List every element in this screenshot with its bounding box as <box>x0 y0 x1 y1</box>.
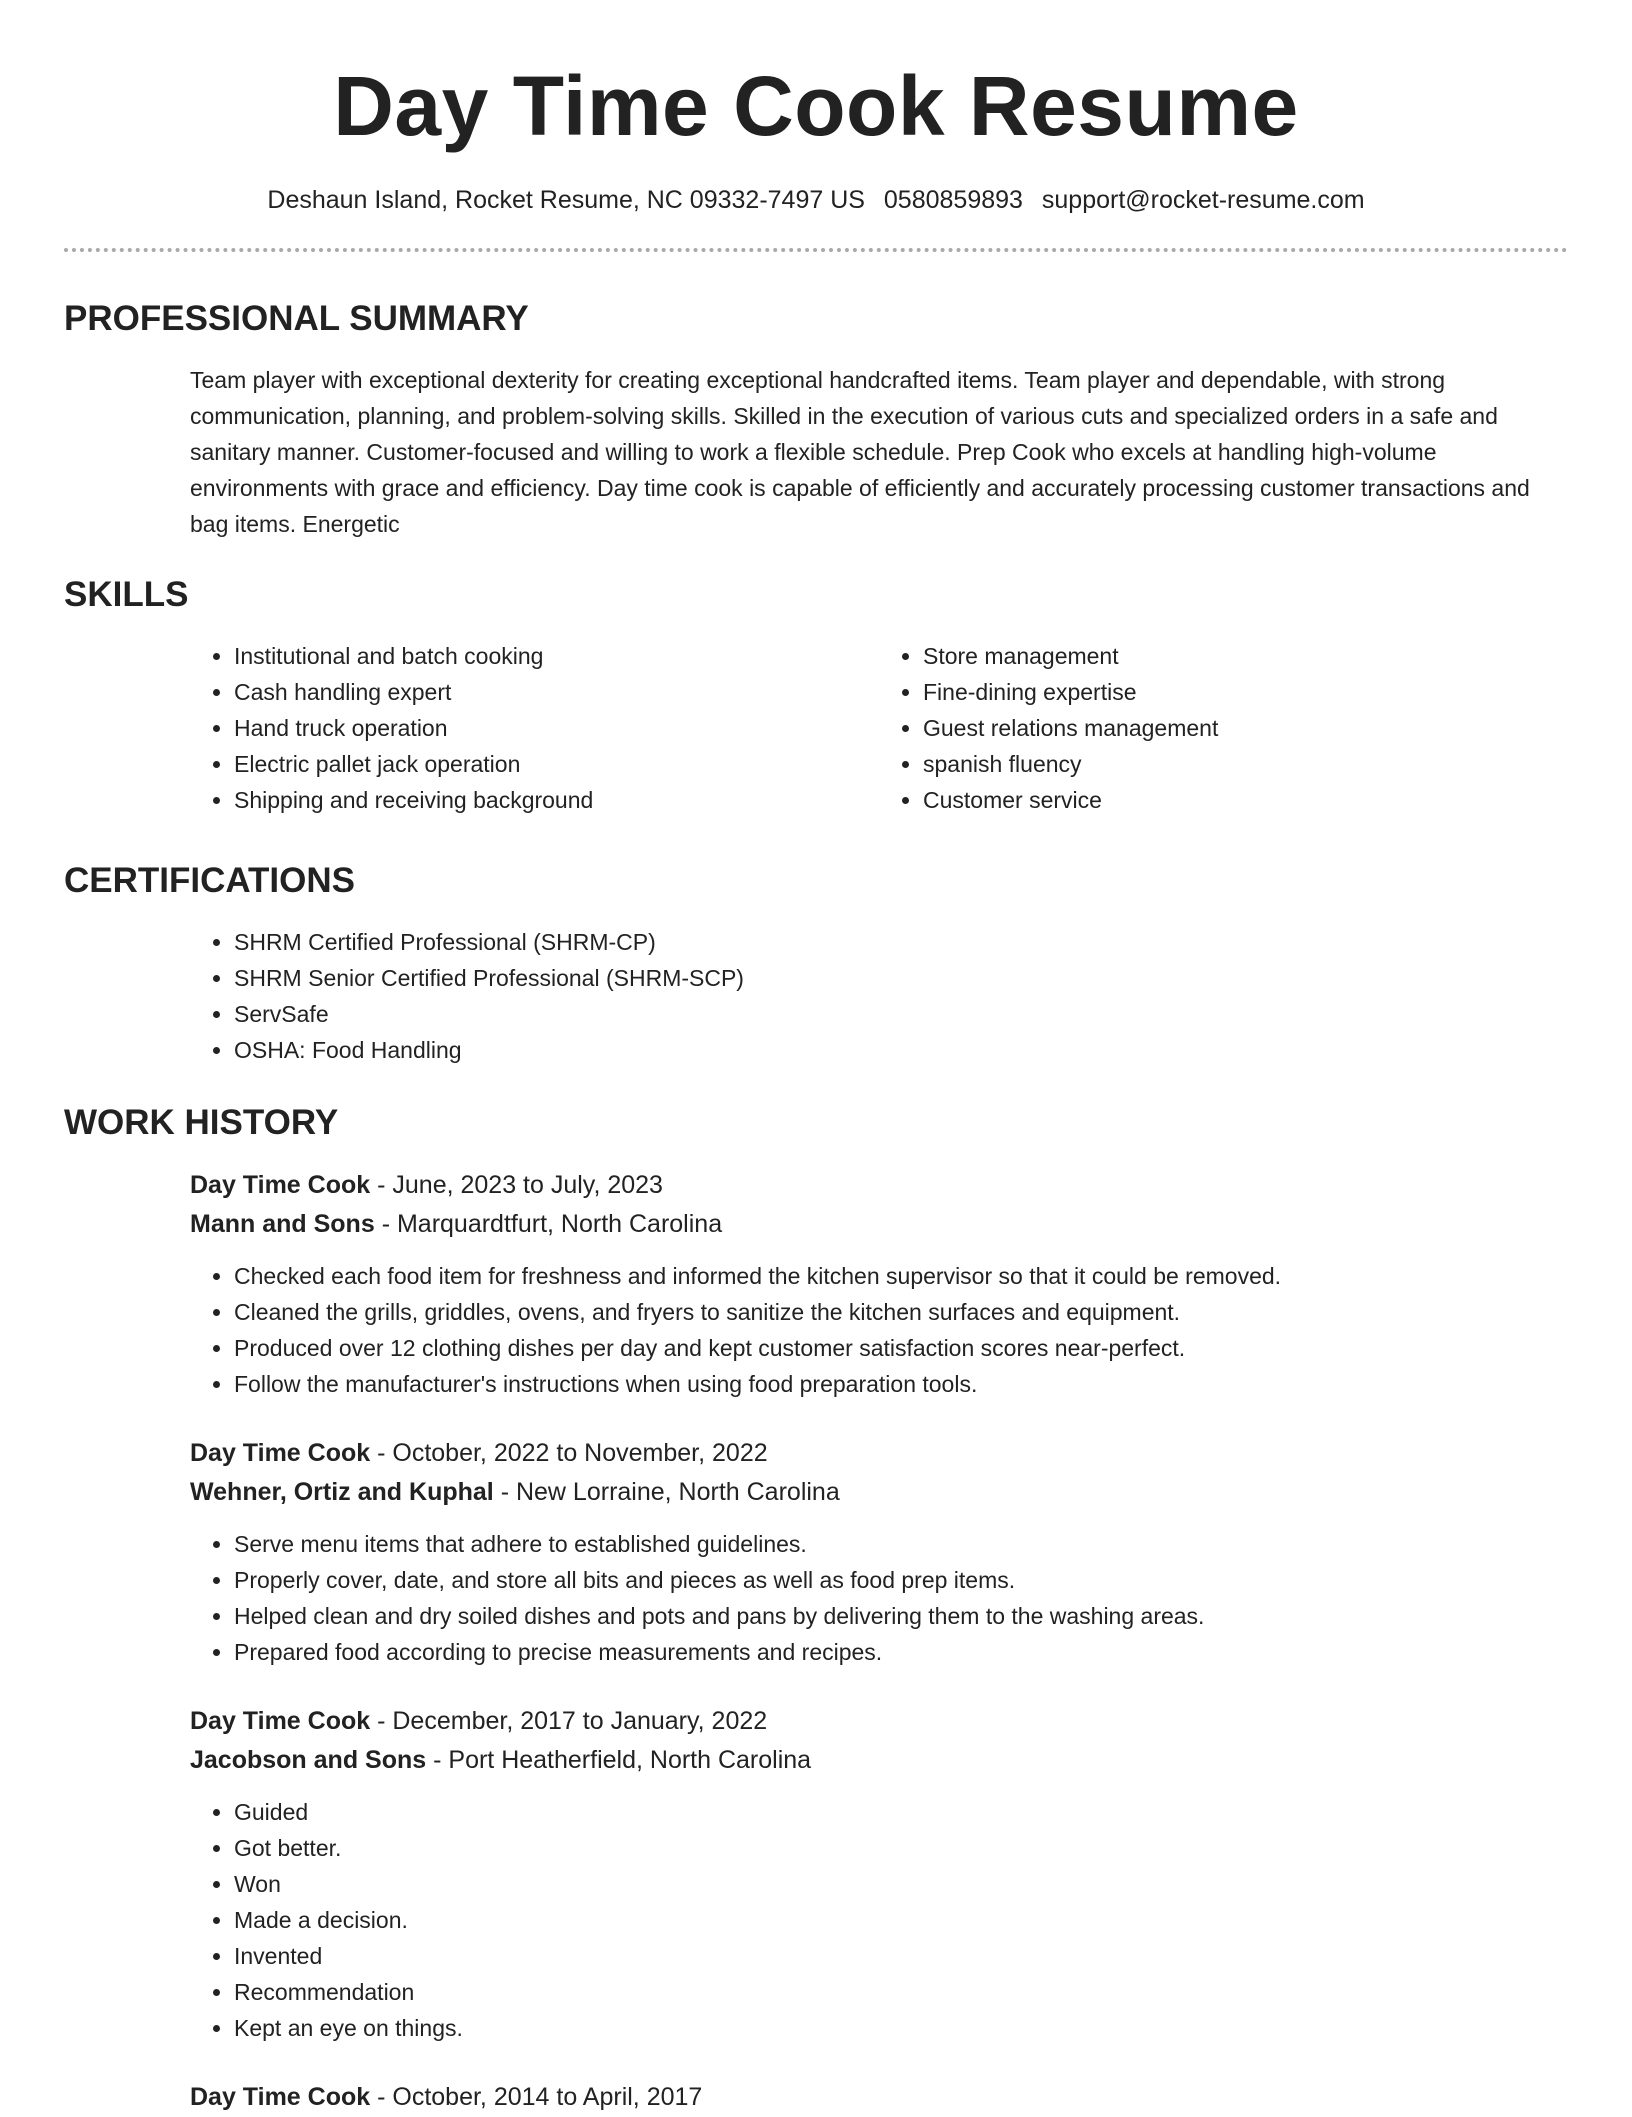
skill-item: • Shipping and receiving background <box>234 782 879 818</box>
contact-phone: 0580859893 <box>883 186 1023 214</box>
skill-item: • spanish fluency <box>923 746 1568 782</box>
certification-item: • ServSafe <box>234 996 1568 1032</box>
job-entry <box>190 1702 1568 2046</box>
job-dates: - October, 2014 to April, 2017 <box>377 2083 703 2111</box>
job-title: Day Time Cook <box>190 1439 371 1467</box>
skill-item: • Cash handling expert <box>234 674 879 710</box>
job-bullet: • Kept an eye on things. <box>234 2010 1568 2046</box>
job-bullet: • Made a decision. <box>234 1902 1568 1938</box>
job-dates: - October, 2022 to November, 2022 <box>377 1439 768 1467</box>
skills-list-right <box>879 638 1568 818</box>
contact-email: support@rocket-resume.com <box>1041 186 1365 214</box>
job-location: - New Lorraine, North Carolina <box>500 1478 840 1506</box>
skill-item: • Hand truck operation <box>234 710 879 746</box>
summary-text: Team player with exceptional dexterity for creating exceptional handcrafted items. Team player and dependable, with strong communication, planning, and problem-solving skills. Skilled in the execution of various cuts and specialized orders in a safe and sanitary manner. Customer-focused and willing to work a flexible schedule. Prep Cook who excels at handling high-volume environments with grace and efficiency. Day time cook is capable of efficiently and accurately processing customer transactions and bag items. Energetic <box>190 367 1530 537</box>
job-company-line <box>190 1473 1568 1512</box>
job-bullet: • Prepared food according to precise measurements and recipes. <box>234 1634 1568 1670</box>
job-title-line <box>190 1702 1568 1741</box>
summary-heading: PROFESSIONAL SUMMARY <box>64 299 529 338</box>
job-title: Day Time Cook <box>190 1171 371 1199</box>
header-divider <box>64 248 1568 252</box>
skill-item: • Guest relations management <box>923 710 1568 746</box>
job-bullet: • Invented <box>234 1938 1568 1974</box>
job-title-line <box>190 2078 1568 2117</box>
skill-item: • Fine-dining expertise <box>923 674 1568 710</box>
job-bullet: • Got better. <box>234 1830 1568 1866</box>
contact-line <box>64 184 1568 216</box>
skills-heading: SKILLS <box>64 575 189 614</box>
job-entry <box>190 2078 1568 2117</box>
certification-item: • SHRM Senior Certified Professional (SHRM-SCP) <box>234 960 1568 996</box>
skill-item: • Customer service <box>923 782 1568 818</box>
job-company-line <box>190 1205 1568 1244</box>
skill-item: • Store management <box>923 638 1568 674</box>
job-entry <box>190 1434 1568 1670</box>
job-bullet: • Checked each food item for freshness and informed the kitchen supervisor so that it could be removed. <box>234 1258 1568 1294</box>
skills-list-left <box>190 638 879 818</box>
job-bullet: • Guided <box>234 1794 1568 1830</box>
contact-address: Deshaun Island, Rocket Resume, NC 09332-7497 US <box>267 186 865 214</box>
certifications-heading: CERTIFICATIONS <box>64 861 356 900</box>
job-bullet: • Properly cover, date, and store all bits and pieces as well as food prep items. <box>234 1562 1568 1598</box>
job-bullet: • Serve menu items that adhere to established guidelines. <box>234 1526 1568 1562</box>
job-bullet: • Cleaned the grills, griddles, ovens, and fryers to sanitize the kitchen surfaces and equipment. <box>234 1294 1568 1330</box>
work-history-heading: WORK HISTORY <box>64 1103 339 1142</box>
job-dates: - December, 2017 to January, 2022 <box>377 1707 768 1735</box>
job-bullets <box>190 1526 1568 1670</box>
job-title: Day Time Cook <box>190 1707 371 1735</box>
job-dates: - June, 2023 to July, 2023 <box>377 1171 663 1199</box>
job-bullet: • Won <box>234 1866 1568 1902</box>
job-title-line <box>190 1166 1568 1205</box>
certification-item: • SHRM Certified Professional (SHRM-CP) <box>234 924 1568 960</box>
certification-item: • OSHA: Food Handling <box>234 1032 1568 1068</box>
skill-item: • Electric pallet jack operation <box>234 746 879 782</box>
job-bullet: • Follow the manufacturer's instructions when using food preparation tools. <box>234 1366 1568 1402</box>
job-bullets <box>190 1794 1568 2046</box>
job-company-line <box>190 1741 1568 1780</box>
job-company: Jacobson and Sons <box>190 1746 427 1774</box>
skills-grid <box>190 638 1568 818</box>
certifications-list <box>190 924 1568 1068</box>
job-location: - Marquardtfurt, North Carolina <box>381 1210 723 1238</box>
job-company: Wehner, Ortiz and Kuphal <box>190 1478 494 1506</box>
job-title-line <box>190 1434 1568 1473</box>
job-bullet: • Recommendation <box>234 1974 1568 2010</box>
job-bullet: • Helped clean and dry soiled dishes and pots and pans by delivering them to the washing areas. <box>234 1598 1568 1634</box>
job-company: Mann and Sons <box>190 1210 375 1238</box>
job-bullet: • Produced over 12 clothing dishes per day and kept customer satisfaction scores near-perfect. <box>234 1330 1568 1366</box>
job-entry <box>190 1166 1568 1402</box>
resume-page <box>64 0 1568 2117</box>
resume-title: Day Time Cook Resume <box>333 59 1299 153</box>
job-location: - Port Heatherfield, North Carolina <box>433 1746 812 1774</box>
job-title: Day Time Cook <box>190 2083 371 2111</box>
job-bullets <box>190 1258 1568 1402</box>
skill-item: • Institutional and batch cooking <box>234 638 879 674</box>
